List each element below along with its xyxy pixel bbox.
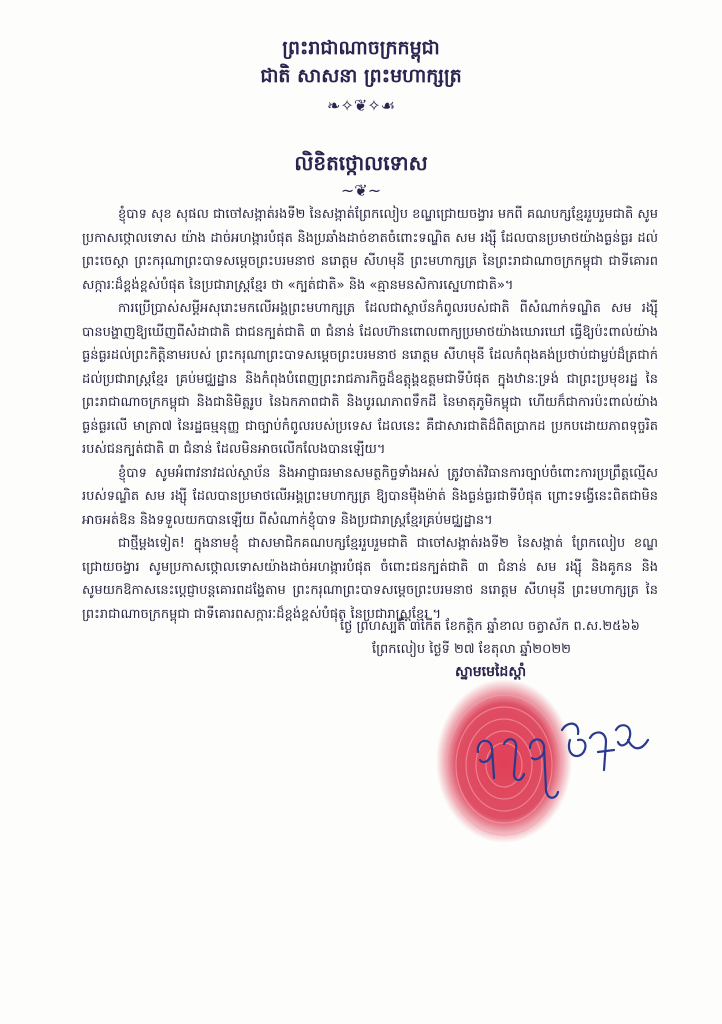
paragraph-2: ការប្រើប្រាស់សម្តីអសុរោះមកលើអង្គព្រះមហាក្សត្រ ដែលជាស្ថាប័នកំពូលរបស់ជាតិ ពីសំណាក់ទណ្ឌិត សម រង្ស៊ី បានបង្ហាញឱ្យឃើញពីសំដាជាតិ ជាជនក្បត់ជាតិ ៣ ជំនាន់ ដែលហ៊ានពោលពាក្យប្រមាថយ៉ាងឃោរឃៅ ធ្វើឱ្យប៉ះពាល់យ៉ាងធ្ងន់ធ្ងរដល់ព្រះកិត្តិនាមរបស់ ព្រះករុណាព្រះបាទសម្តេចព្រះបរមនាថ នរោត្តម សីហមុនី ដែលកំពុងគង់ប្រថាប់ជាម្លប់ដ៏ត្រជាក់ដល់ប្រជារាស្ត្រខ្មែរ គ្រប់មជ្ឈដ្ឋាន និងកំពុងបំពេញព្រះរាជភារកិច្ចដ៏ឧត្តុង្គឧត្តមជាទីបំផុត ក្នុងឋានៈទ្រង់ ជាព្រះប្រមុខរដ្ឋ នៃព្រះរាជាណាចក្រកម្ពុជា និងជានិមិត្តរូប នៃឯកភាពជាតិ និងបូរណភាពទឹកដី នៃមាតុភូមិកម្ពុជា ហើយក៏ជាការប៉ះពាល់យ៉ាងធ្ងន់ធ្ងរលើ មាត្រា៧ នៃរដ្ឋធម្មនុញ្ញ ជាច្បាប់កំពូលរបស់ប្រទេស ដែលនេះ គឺជាសារជាតិដ៏ពិតប្រាកដ ប្រកបដោយភាពទុច្ចរិតរបស់ជនក្បត់ជាតិ ៣ ជំនាន់ ដែលមិនអាចលើកលែងបានឡើយ។ [82, 301, 658, 457]
paragraph-3: ខ្ញុំបាទ សូមអំពាវនាវដល់ស្ថាប័ន និងអាជ្ញាធរមានសមត្ថកិច្ចទាំងអស់ ត្រូវចាត់វិធានការច្បាប់ចំពោះការប្រព្រឹត្តល្មើសរបស់ទណ្ឌិត សម រង្ស៊ី ដែលបានប្រមាថលើអង្គព្រះមហាក្សត្រ ឱ្យបានម៉ឺងម៉ាត់ និងធ្ងន់ធ្ងរជាទីបំផុត ព្រោះទង្វើនេះពិតជាមិនអាចអត់ឱន និងទទួលយកបានឡើយ ពីសំណាក់ខ្ញុំបាទ និងប្រជារាស្ត្រខ្មែរគ្រប់មជ្ឈដ្ឋាន។ [82, 465, 658, 528]
letter-body [82, 203, 658, 626]
lunar-date: ថ្ងៃ ព្រហស្បតិ៍ ៣កើត ខែកត្តិក ឆ្នាំខាល ចត្វាស័ក ព.ស.២៥៦៦ [340, 619, 640, 634]
thumbprint-label: ស្នាមមេដៃស្តាំ [455, 664, 527, 680]
solar-date: ព្រែកលៀប ថ្ងៃទី ២៧ ខែតុលា ឆ្នាំ២០២២ [372, 642, 572, 657]
paragraph-1: ខ្ញុំបាទ សុខ សុផល ជាចៅសង្កាត់រងទី២ នៃសង្កាត់ព្រែកលៀប ខណ្ឌជ្រោយចង្វារ មកពី គណបក្សខ្មែររួបរួមជាតិ សូមប្រកាសថ្កោលទោស យ៉ាង ដាច់អហង្ការបំផុត និងប្រឆាំងដាច់ខាតចំពោះទណ្ឌិត សម រង្ស៊ី ដែលបានប្រមាថយ៉ាងធ្ងន់ធ្ងរ ដល់ព្រះចេស្តា ព្រះករុណាព្រះបាទសម្តេចព្រះបរមនាថ នរោត្តម សីហមុនី ព្រះមហាក្សត្រ នៃព្រះរាជាណាចក្រកម្ពុជា ជាទីគោរពសក្ការៈដ៏ខ្ពង់ខ្ពស់បំផុត នៃប្រជារាស្ត្រខ្មែរ ថា «ក្បត់ជាតិ» និង «គ្មានមនសិការស្នេហាជាតិ»។ [82, 207, 658, 293]
header-ornament: ❧✧❦✧☙ [327, 96, 395, 115]
date-block [340, 615, 670, 661]
title-ornament: ~❦~ [340, 181, 382, 200]
handwritten-signature [470, 700, 660, 810]
document-title: លិខិតថ្កោលទោស [294, 151, 428, 175]
paragraph-4: ជាថ្មីម្តងទៀត! ក្នុងនាមខ្ញុំ ជាសមាជិកគណបក្សខ្មែររួបរួមជាតិ ជាចៅសង្កាត់រងទី២ នៃសង្កាត់ ព្រែកលៀប ខណ្ឌជ្រោយចង្វារ សូមប្រកាសថ្កោលទោសយ៉ាងដាច់អហង្ការបំផុត ចំពោះជនក្បត់ជាតិ ៣ ជំនាន់ សម រង្ស៊ី និងគូកន និងសូមយកឱកាសនេះប្តេជ្ញាបន្តគោរពដង្ហែតាម ព្រះករុណាព្រះបាទសម្តេចព្រះបរមនាថ នរោត្តម សីហមុនី ព្រះមហាក្សត្រ នៃ ព្រះរាជាណាចក្រកម្ពុជា ជាទីគោរពសក្ការៈដ៏ខ្ពង់ខ្ពស់បំផុត នៃប្រជារាស្ត្រខ្មែរ ។ [82, 536, 658, 622]
kingdom-heading: ព្រះរាជាណាចក្រកម្ពុជា [282, 37, 440, 59]
motto-heading: ជាតិ សាសនា ព្រះមហាក្សត្រ [260, 65, 462, 87]
